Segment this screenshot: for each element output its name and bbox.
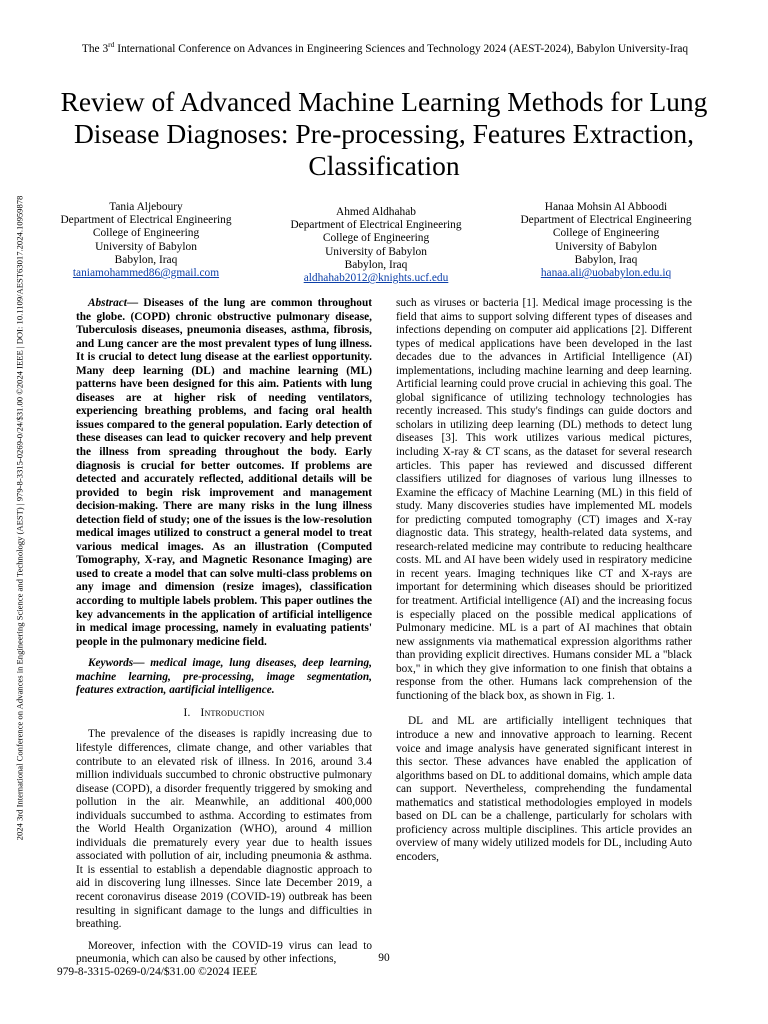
section-number: I. xyxy=(183,706,191,719)
author-university: University of Babylon xyxy=(95,240,197,253)
body-paragraph: such as viruses or bacteria [1]. Medical image processing is the field that aims to support solving different types of diseases and infections depending on computer aid applications [2]. Different types of medical applications have been developed in the last decades due to the advances in Artificial Intelligence (AI) implementations, including machine learning and deep learning. Artificial learning could prove crucial in achieving this goal. The global significance of utilizing technology technologies has recently increased. This study's findings can guide doctors and scholars in utilizing deep learning (DL) methods to detect lung diseases [3]. This work utilizes various medical pictures, including X-ray & CT scans, as the dataset for several research articles. This paper has reviewed and discussed different classifiers utilized for diagnoses of various lung illnesses to Examine the efficacy of Machine Learning (ML) in this field of study. Many discoveries studies have implemented ML models for predicting computed tomography (CT) images and X-ray diagnostic data. This strategy, health-related data systems, and research-related medicine may contribute to reducing healthcare costs. ML and AI have been widely used in respiratory medicine in recent years. Imaging techniques like CT and X-rays are important for determining which diseases should be prioritized for treatment. Artificial intelligence (AI) and the increasing focus is especially placed on the possible medical applications of Pulmonary medicine. ML is a part of AI machines that obtain new assignments via mathematical expression algorithms rather than providing explicit directives. Humans consider ML a "black box," in which they give information to one finish that obtains a response from the other. Humans lack comprehension of the functioning of the black box, as shown in Fig. 1. xyxy=(396,297,692,702)
section-title: Introduction xyxy=(200,706,265,719)
author-college: College of Engineering xyxy=(322,232,430,245)
author-block-1 xyxy=(26,201,266,280)
section-heading xyxy=(76,707,372,721)
author-name: Hanaa Mohsin Al Abboodi xyxy=(544,201,668,213)
keywords-paragraph xyxy=(76,657,372,698)
author-dept: Department of Electrical Engineering xyxy=(290,219,462,232)
author-name: Ahmed Aldhahab xyxy=(335,206,417,218)
author-block-2 xyxy=(256,206,496,285)
keywords-text: medical image, lung diseases, deep learning, machine learning, pre-processing, image segmentation, features extraction, aartificial intelligence. xyxy=(76,657,372,697)
author-name: Tania Aljeboury xyxy=(109,201,183,213)
author-dept: Department of Electrical Engineering xyxy=(520,214,692,227)
conference-sup: rd xyxy=(108,40,115,50)
conference-header xyxy=(70,42,700,56)
keywords-lead: Keywords— xyxy=(88,657,145,670)
author-dept: Department of Electrical Engineering xyxy=(60,214,232,227)
author-college: College of Engineering xyxy=(552,227,660,240)
author-city: Babylon, Iraq xyxy=(344,258,408,271)
paper-title: Review of Advanced Machine Learning Methods for Lung Disease Diagnoses: Pre-processing, Features Extraction, Classification xyxy=(60,86,708,181)
author-email-link[interactable]: aldhahab2012@knights.ucf.edu xyxy=(303,272,449,285)
body-paragraph: Moreover, infection with the COVID-19 virus can lead to pneumonia, which can also be caused by other infections, xyxy=(76,939,372,966)
conference-suffix: International Conference on Advances in Engineering Sciences and Technology 2024 (AEST-2024), Babylon University-Iraq xyxy=(114,43,689,55)
author-university: University of Babylon xyxy=(325,245,427,258)
body-paragraph: The prevalence of the diseases is rapidly increasing due to lifestyle differences, climate change, and other variables that contribute to an elevated risk of illness. In 2016, around 3.4 million individuals succumbed to chronic obstructive pulmonary disease (COPD), a disorder frequently triggered by smoking and pollution in the air. Meanwhile, an additional 400,000 individuals succumbed to asthma. According to estimates from the World Health Organization (WHO), around 4 million individuals die prematurely every year due to health issues associated with pollution of air, including pneumonia & asthma. It is essential to establish a dependable diagnostic approach to aid in discovering lung illnesses. Since late December 2019, a recent coronavirus disease 2019 (COVID-19) outbreak has been resulting in significant damage to the lungs and difficulties in breathing. xyxy=(76,728,372,931)
footer-copyright: 979-8-3315-0269-0/24/$31.00 ©2024 IEEE xyxy=(57,966,258,978)
left-column xyxy=(76,297,372,967)
abstract-text: Diseases of the lung are common throughout the globe. (COPD) chronic obstructive pulmonary disease, Tuberculosis diseases, pneumonia diseases, asthma, fibrosis, and Lung cancer are the most prevalent types of lung illness. It is crucial to detect lung disease at the earliest opportunity. Many deep learning (DL) and machine learning (ML) patterns have been designed for this aim. Patients with lung diseases are at higher risk of needing ventilators, experiencing breathing problems, and facing oral health issues compared to the general population. Early detection of these diseases can lead to quicker recovery and help prevent the illness from spreading throughout the body. Early diagnosis is crucial for better outcomes. If problems are detected and accurately reflected, additional details will be provided to begin risk improvement and management decision-making. There are many risks in the lung illness detection field of study; one of the issues is the low-resolution medical images utilized to construct a general model to treat various medical images. As an illustration (Computed Tomography, X-ray, and Magnetic Resonance Imaging) are used to create a model that can solve multi-class problems on any image and dimension (resize images), classification according to multiple labels problem. This paper outlines the key advancements in the application of artificial intelligence in medical image processing, namely in evaluating patients' people in the pulmonary medicine field. xyxy=(76,297,372,648)
author-block-3 xyxy=(486,201,726,280)
author-city: Babylon, Iraq xyxy=(574,253,638,266)
doi-side-text: 2024 3rd International Conference on Advances in Engineering Science and Technology (AEST) | 979-8-3315-0269-0/24/$31.00 ©2024 IEEE | DOI: 10.1109/AEST63017.2024.10959878 xyxy=(14,195,25,841)
conference-prefix: The 3 xyxy=(81,43,109,55)
body-paragraph: DL and ML are artificially intelligent techniques that introduce a new and innovative approach to learning. Recent voice and image analysis have generated significant interest in this sector. These advances have enabled the application of algorithms based on DL to additional domains, which ample data can support. Nevertheless, comprehending the fundamental mathematics and statistical methodologies employed in models based on DL can be a challenge, particularly for scholars with proficiency across multiple disciplines. This article provides an overview of many widely utilized models for DL, including Auto encoders, xyxy=(396,715,692,863)
author-email-link[interactable]: taniamohammed86@gmail.com xyxy=(72,267,220,280)
abstract-paragraph xyxy=(76,297,372,649)
author-city: Babylon, Iraq xyxy=(114,253,178,266)
author-email-link[interactable]: hanaa.ali@uobabylon.edu.iq xyxy=(540,267,672,280)
abstract-lead: Abstract— xyxy=(88,297,139,309)
author-college: College of Engineering xyxy=(92,227,200,240)
page-number: 90 xyxy=(378,952,390,964)
author-university: University of Babylon xyxy=(555,240,657,253)
right-column xyxy=(396,297,692,864)
